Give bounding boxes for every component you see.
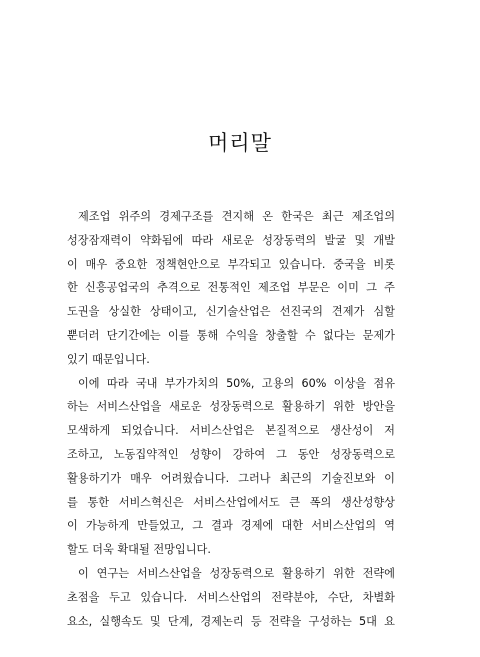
paragraph-2-line-3: 모색하게 되었습니다. 서비스산업은 본질적으로 생산성이 저	[67, 424, 395, 438]
paragraph-2-line-4: 조하고, 노동집약적인 성향이 강하여 그 동안 성장동력으로	[67, 447, 395, 461]
paragraph-2-line-8: 할도 더욱 확대될 전망입니다.	[67, 543, 211, 557]
preface-body	[67, 205, 395, 633]
paragraph-3-line-1: 이 연구는 서비스산업을 성장동력으로 활용하기 위한 전략에	[78, 566, 395, 580]
page-title: 머리말	[208, 131, 272, 155]
paragraph-2-line-5: 활용하기가 매우 어려웠습니다. 그러나 최근의 기술진보와 이	[67, 471, 395, 485]
paragraph-1-line-1: 제조업 위주의 경제구조를 견지해 온 한국은 최근 제조업의	[78, 210, 395, 223]
paragraph-1-line-4: 한 신흥공업국의 추격으로 전통적인 제조업 부문은 이미 그 주	[67, 281, 395, 295]
paragraph-1-line-5: 도권을 상실한 상태이고, 신기술산업은 선진국의 견제가 심할	[67, 305, 395, 319]
paragraph-2-line-6: 를 통한 서비스혁신은 서비스산업에서도 큰 폭의 생산성향상	[67, 495, 395, 509]
paragraph-1-line-2: 성장잠재력이 약화됨에 따라 새로운 성장동력의 발굴 및 개발	[67, 233, 395, 247]
paragraph-3-line-3: 요소, 실행속도 및 단계, 경제논리 등 전략을 구성하는 5대 요	[67, 614, 395, 628]
paragraph-1-line-3: 이 매우 중요한 정책현안으로 부각되고 있습니다. 중국을 비롯	[67, 257, 395, 271]
paragraph-2-line-1: 이에 따라 국내 부가가치의 50%, 고용의 60% 이상을 점유	[78, 376, 395, 390]
paragraph-3-line-2: 초점을 두고 있습니다. 서비스산업의 전략분야, 수단, 차별화	[67, 590, 395, 604]
paragraph-1-line-6: 뿐더러 단기간에는 이를 통해 수익을 창출할 수 없다는 문제가	[67, 328, 395, 342]
paragraph-2-line-2: 하는 서비스산업을 새로운 성장동력으로 활용하기 위한 방안을	[67, 400, 395, 414]
paragraph-2-line-7: 이 가능하게 만들었고, 그 결과 경제에 대한 서비스산업의 역	[67, 519, 395, 533]
paragraph-1-line-7: 있기 때문입니다.	[67, 352, 150, 366]
